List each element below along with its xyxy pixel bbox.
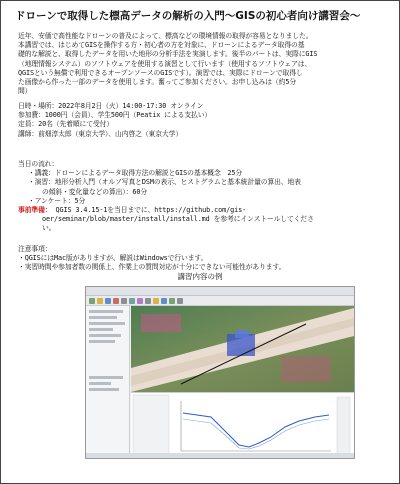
intro-paragraph <box>18 32 388 96</box>
layer-row <box>89 316 117 319</box>
event-capacity: 定員：20名（先着順にて受付） <box>18 120 114 129</box>
notes-section <box>18 245 388 273</box>
toolbar-icon <box>121 298 127 304</box>
toolbar-icon <box>169 298 175 304</box>
layers-panel <box>86 306 130 458</box>
qgis-menubar <box>86 287 354 296</box>
layer-row <box>89 310 123 313</box>
toolbar-icon <box>137 298 143 304</box>
toolbar-icon <box>177 298 183 304</box>
intro-line: 礎的な解説と、取得したデータを用いた地形の分析手法を実演します。後半のパートは、実際にGIS <box>18 50 318 59</box>
prep-row <box>18 206 388 215</box>
event-info <box>18 102 388 139</box>
layer-row <box>89 322 125 325</box>
agenda-item: ・演習：地形分析入門（オルソ写真とDSMの表示、ヒストグラムと基本統計量の算出、地表 <box>28 178 301 187</box>
figure-caption: 講習内容の例 <box>177 272 223 281</box>
toolbar-icon <box>97 298 103 304</box>
toolbar-icon <box>153 298 159 304</box>
profile-panel <box>131 392 354 458</box>
intro-line: た画像から作った一部のデータを使用します。奮ってご参加ください。お申し込みは（約5分 <box>18 78 297 87</box>
qgis-toolbar <box>86 296 354 306</box>
intro-line: （地理情報システム）のソフトウェアを使用する演習として行います（使用するソフトウェアは、 <box>18 59 312 68</box>
agenda-section <box>18 160 388 234</box>
qgis-screenshot <box>85 286 355 459</box>
toolbar-icon <box>145 298 151 304</box>
layer-row <box>89 382 111 385</box>
notes-heading: 注意事項： <box>18 245 52 253</box>
layer-row <box>89 328 113 331</box>
prep-text: QGIS 3.4.15-1を当日までに、https://github.com/gis- <box>55 206 247 215</box>
intro-line: QGISという無償で利用できるオープンソースのGISです）。演習では、実際にドローンで取得し <box>18 68 303 77</box>
elevation-profile-plot <box>131 393 354 459</box>
intro-line: 間） <box>18 87 32 96</box>
toolbar-icon <box>105 298 111 304</box>
flyer-title: ドローンで取得した標高データの解析の入門～GISの初心者向け講習会～ <box>15 10 361 22</box>
agenda-item-continued: の傾斜・変化量などの算出）：60分 <box>42 187 148 196</box>
note-item: ・実習時間や参加者数の関係上、作業上の質問対応が十分にできない可能性があります。 <box>18 263 286 272</box>
toolbar-icon <box>129 298 135 304</box>
layer-row <box>89 334 121 337</box>
intro-line: 本講習では、はじめてGISを操作する方・初心者の方を対象に、ドローンによるデータ取得の基 <box>18 41 305 50</box>
agenda-item: ・講義：ドローンによるデータ取得方法の解説とGISの基本概念 25分 <box>28 169 243 178</box>
toolbar-icon <box>161 298 167 304</box>
event-fee: 参加費：1000円（会員）、学生500円（Peatix による支払い） <box>18 111 212 120</box>
prep-text: い。 <box>42 224 56 233</box>
intro-line: 近年、安価で高性能なドローンの普及によって、標高などの環境情報の取得が容易となりました。 <box>18 32 313 40</box>
layer-row <box>89 376 123 379</box>
layer-row <box>89 388 119 391</box>
event-date: 日時・場所：2022年8月2日（火）14:00-17:30 オンライン <box>18 102 204 110</box>
prep-label: 事前準備： <box>18 206 52 215</box>
toolbar-icon <box>89 298 95 304</box>
layer-row <box>89 340 115 343</box>
event-lecturers: 講師：前畑淳太郎（東京大学）、山内啓之（東京大学） <box>18 129 183 138</box>
orthophoto-map-canvas <box>131 306 354 392</box>
prep-text: oer/seminar/blob/master/install/install.md を参考にインストールしてくださ <box>42 215 314 224</box>
agenda-item: ・アンケート：5分 <box>28 196 86 205</box>
agenda-heading: 当日の流れ： <box>18 160 59 168</box>
toolbar-icon <box>113 298 119 304</box>
qgis-statusbar <box>86 453 354 458</box>
note-item: ・QGISにはMac版がありますが、解説はWindowsで行います。 <box>18 254 208 263</box>
